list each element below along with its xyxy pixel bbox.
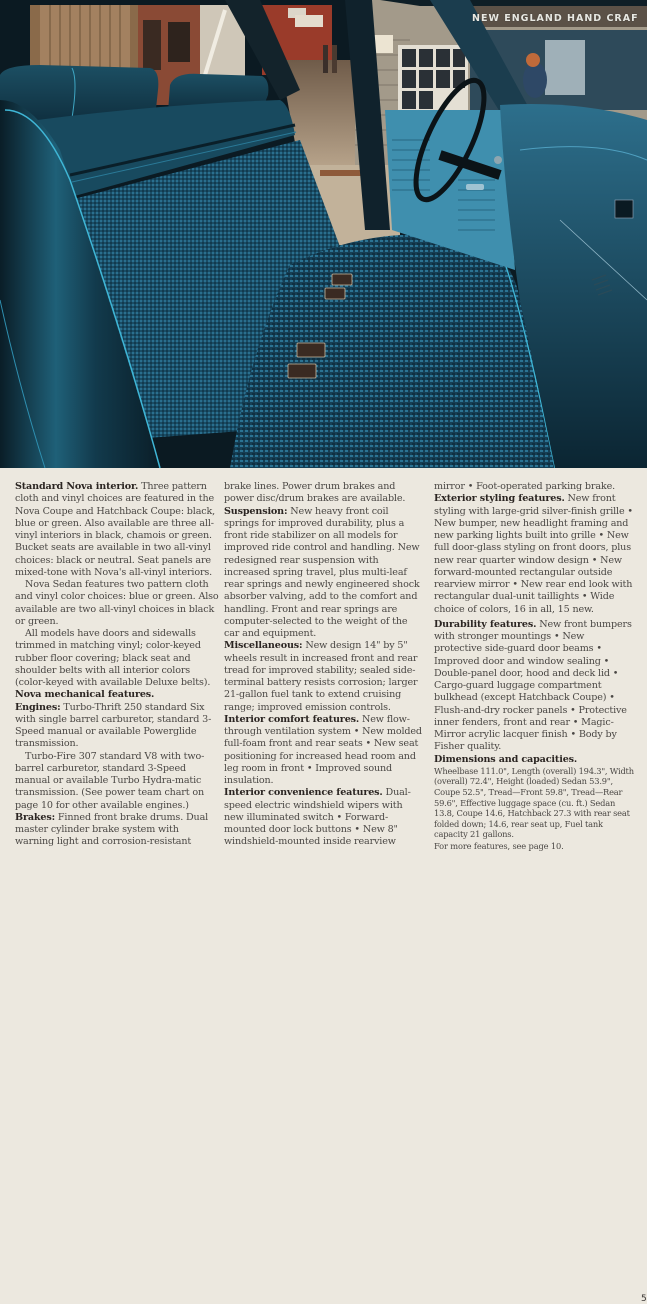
paragraph-durability — [434, 619, 634, 754]
dimensions-text: Wheelbase 111.0", Length (overall) 194.3", Width (overall) 72.4", Height (loaded) Sedan 53.9", Coupe 52.5", Tread—Front 59.8", Tread—Rear 59.6", Effective luggage space (cu. ft.) Sedan 13.8, Coupe 14.6, Hatchback 27.3 with rear seat folded down; 14.6, rear seat up, Fuel tank capacity 21 gallons. — [434, 765, 634, 840]
body-text: Turbo-Fire 307 standard V8 with two-barrel carburetor, standard 3-Speed manual or available Turbo Hydra-matic transmission. (See power team chart on page 10 for other available engines.) — [15, 750, 205, 811]
heading-miscellaneous: Miscellaneous: — [224, 640, 303, 652]
body-text: Nova Sedan features two pattern cloth and vinyl color choices: blue or green. Also available are two all-vinyl choices in black or green. — [15, 579, 219, 627]
column-1 — [15, 481, 219, 849]
paragraph-mirror — [434, 481, 634, 493]
heading-text: Dimensions and capacities. — [434, 753, 578, 765]
body-text: New front bumpers with stronger mountings • New protective side-guard door beams • Improved door and window sealing • Double-panel door, hood and deck lid • Cargo-guard luggage compartment bulkhead (except Hatchback Coupe) • Flush-and-dry rocker panels • Protective inner fenders, front and rear • Magic-Mirror acrylic lacquer finish • Body by Fisher quality. — [434, 618, 632, 753]
heading-standard-nova-interior: Standard Nova interior. — [15, 481, 139, 492]
heading-engines: Engines: — [15, 701, 61, 713]
interior-photo — [0, 0, 647, 468]
paragraph-brake-lines — [224, 481, 424, 506]
paragraph-interior-convenience — [224, 787, 424, 848]
heading-durability: Durability features. — [434, 618, 537, 630]
paragraph-interior-comfort — [224, 714, 424, 788]
body-text: brake lines. Power drum brakes and power disc/drum brakes are available. — [224, 481, 406, 505]
page-number: 5 — [641, 1294, 647, 1304]
heading-dimensions — [434, 754, 634, 766]
body-text: Dual-speed electric windshield wipers with new illuminated switch • Forward-mounted door lock buttons • New 8" windshield-mounted inside rearview — [224, 787, 411, 848]
heading-exterior-styling: Exterior styling features. — [434, 493, 565, 505]
body-text: New flow-through ventilation system • New molded full-foam front and rear seats • New seat positioning for increased head room and leg room in front • Improved sound insulation. — [224, 713, 422, 786]
paragraph-brakes — [15, 812, 219, 849]
column-2 — [224, 481, 424, 849]
column-3 — [434, 481, 634, 852]
paragraph-engines — [15, 702, 219, 751]
body-text: mirror • Foot-operated parking brake. — [434, 481, 615, 492]
car-interior-illustration — [0, 0, 647, 468]
paragraph-standard-interior — [15, 481, 219, 579]
paragraph-turbo-fire — [15, 751, 219, 812]
storefront-sign: NEW ENGLAND HAND CRAF — [472, 13, 639, 24]
paragraph-suspension — [224, 506, 424, 641]
heading-interior-convenience: Interior convenience features. — [224, 787, 383, 799]
body-text: Finned front brake drums. Dual master cylinder brake system with warning light and corrosion-resistant — [15, 811, 209, 848]
paragraph-nova-sedan — [15, 579, 219, 628]
paragraph-exterior-styling — [434, 493, 634, 616]
body-text: Three pattern cloth and vinyl choices are featured in the Nova Coupe and Hatchback Coupe: black, blue or green. Also available are three all-vinyl interiors in black, chamois or green. Bucket seats are available in two all-vinyl choices: black or neutral. Seat panels are mixed-tone with Nova's all-vinyl interiors. — [15, 481, 216, 578]
heading-brakes: Brakes: — [15, 811, 56, 823]
heading-suspension: Suspension: — [224, 505, 288, 517]
heading-text: Nova mechanical features. — [15, 689, 155, 701]
body-text: New heavy front coil springs for improved durability, plus a front ride stabilizer on all models for improved ride control and handling. New redesigned rear suspension with increased spring travel, plus multi-leaf rear springs and newly engineered shock absorber valving, add to the comfort and handling. Front and rear springs are computer-selected to the weight of the car and equipment. — [224, 505, 420, 639]
paragraph-miscellaneous — [224, 640, 424, 714]
heading-mechanical-features — [15, 689, 219, 701]
paragraph-all-models — [15, 628, 219, 689]
body-text: Turbo-Thrift 250 standard Six with single barrel carburetor, standard 3-Speed manual or available Powerglide transmission. — [15, 701, 212, 750]
body-text: All models have doors and sidewalls trimmed in matching vinyl; color-keyed rubber floor covering; black seat and shoulder belts with all interior colors (color-keyed with available Deluxe belts). — [15, 628, 211, 688]
body-text: New design 14" by 5" wheels result in increased front and rear tread for improved stability; sealed side-terminal battery resists corrosion; larger 21-gallon fuel tank to extend cruising range; improved emission controls. — [224, 640, 418, 713]
features-text — [0, 468, 647, 1304]
heading-interior-comfort: Interior comfort features. — [224, 713, 360, 725]
more-features-link-text: For more features, see page 10. — [434, 840, 564, 851]
body-text: New front styling with large-grid silver-finish grille • New bumper, new headlight framing and new parking lights built into grille • New full door-glass styling on front doors, plus new rear quarter window design • New forward-mounted rectangular outside rearview mirror • New rear end look with rectangular dual-unit taillights • Wide choice of colors, 16 in all, 15 new. — [434, 493, 633, 615]
